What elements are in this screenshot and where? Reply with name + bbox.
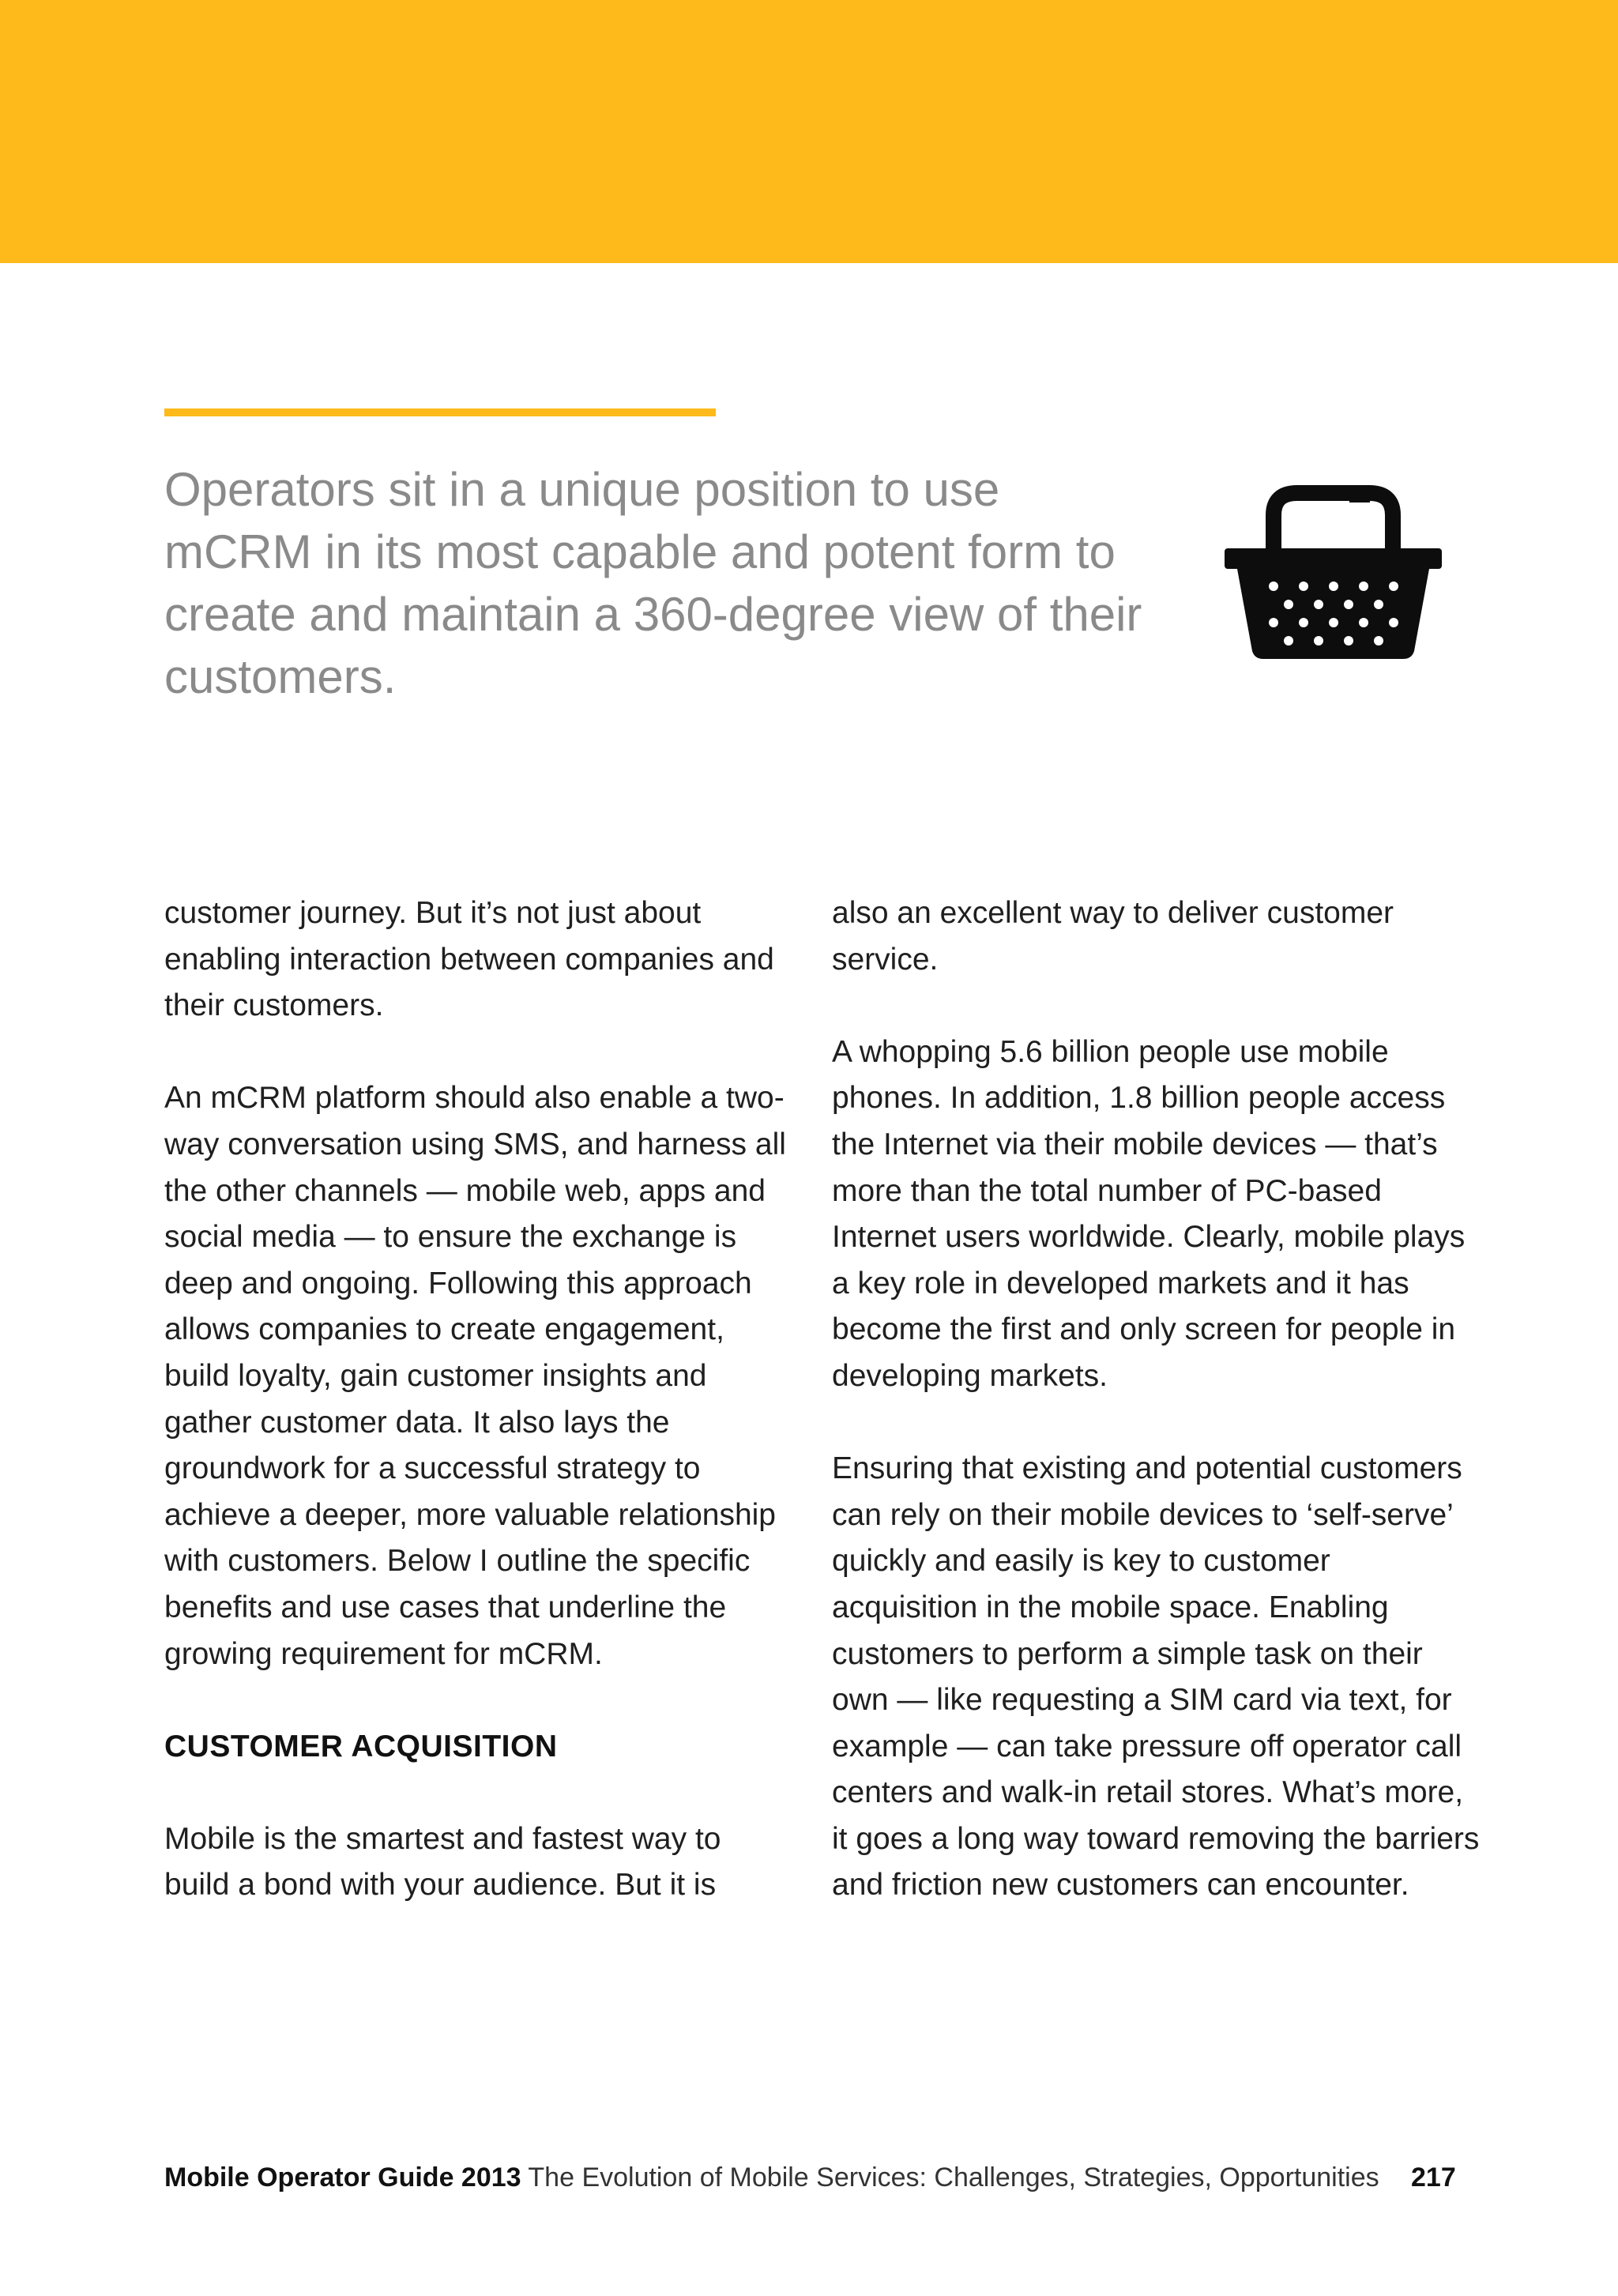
left-column [164,890,788,1909]
page-number: 217 [1411,2162,1456,2192]
left-paragraph-3: Mobile is the smartest and fastest way to build a bond with your audience. But it is [164,1821,721,1903]
footer [164,2159,1460,2196]
pull-quote: Operators sit in a unique position to use mCRM in its most capable and potent form to create and maintain a 360-degree view of their customers. [164,463,1142,703]
accent-rule [164,408,716,416]
left-paragraph-2: An mCRM platform should also enable a two-way conversation using SMS, and harness all the other channels — mobile web, apps and social media — to ensure the exchange is deep and ongoing. Following this approach allows companies to create engagement, build loyalty, gain customer insights and gather customer data. It also lays the groundwork for a successful strategy to achieve a deeper, more valuable relationship with customers. Below I outline the specific benefits and use cases that underline the growing requirement for mCRM. [164,1081,786,1671]
shopping-basket-icon [1225,484,1442,661]
right-paragraph-2: A whopping 5.6 billion people use mobile phones. In addition, 1.8 billion people access the Internet via their mobile devices — that’s more than the total number of PC-based Internet users worldwide. Clearly, mobile plays a key role in developed markets and it has become the first and only screen for people in developing markets. [832,1034,1466,1393]
header-band [0,0,1618,263]
right-column [832,890,1480,1909]
section-heading: CUSTOMER ACQUISITION [164,1729,558,1763]
footer-subtitle: The Evolution of Mobile Services: Challenges, Strategies, Opportunities [528,2162,1379,2192]
footer-publication: Mobile Operator Guide 2013 [164,2162,521,2192]
right-paragraph-1: also an excellent way to deliver customer service. [832,896,1394,977]
right-paragraph-3: Ensuring that existing and potential customers can rely on their mobile devices to ‘self-serve’ quickly and easily is key to customer acquisition in the mobile space. Enabling customers to perform a simple task on their own — like requesting a SIM card via text, for example — can take pressure off operator call centers and walk-in retail stores. What’s more, it goes a long way toward removing the barriers and friction new customers can encounter. [832,1451,1480,1903]
left-paragraph-1: customer journey. But it’s not just about enabling interaction between companies and their customers. [164,896,774,1023]
